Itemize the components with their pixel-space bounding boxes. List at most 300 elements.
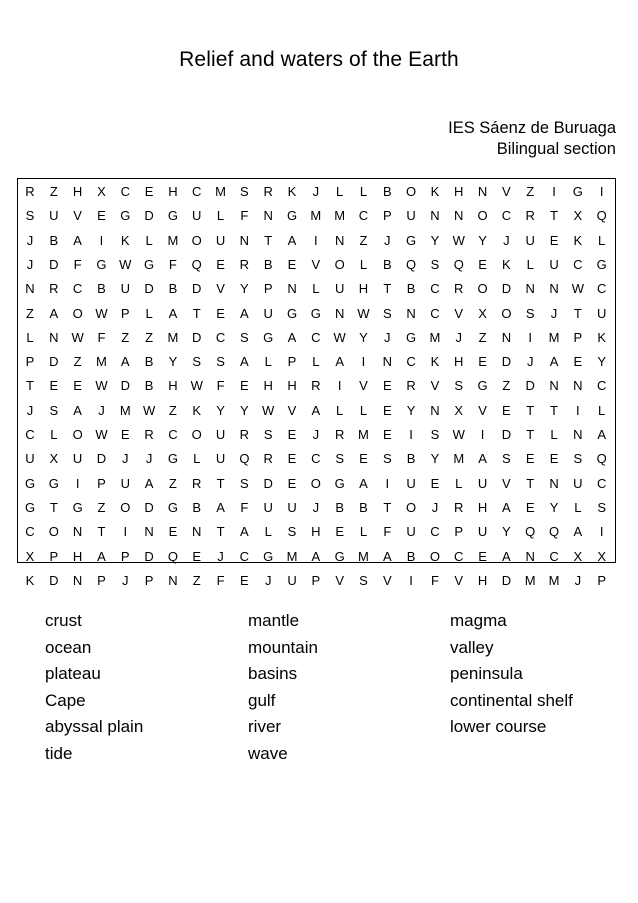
grid-letter: F [430, 572, 439, 588]
grid-letter: N [549, 475, 559, 491]
grid-letter: R [311, 378, 321, 394]
grid-letter: W [142, 402, 156, 418]
grid-letter: H [168, 378, 178, 394]
grid-letter: J [312, 184, 320, 199]
grid-letter: E [73, 378, 82, 394]
grid-letter: E [335, 524, 344, 540]
grid-letter: X [49, 451, 59, 467]
word-item: mountain [248, 637, 318, 657]
grid-letter: V [287, 402, 297, 418]
grid-letter: U [120, 281, 130, 297]
grid-letter: D [49, 256, 59, 272]
grid-letter: E [382, 402, 392, 418]
word-item: continental shelf [450, 690, 573, 710]
grid-letter: K [192, 402, 202, 418]
grid-letter: J [312, 427, 320, 442]
grid-letter: X [478, 305, 487, 321]
grid-letter: P [311, 572, 321, 588]
grid-letter: L [598, 402, 606, 418]
grid-letter: X [97, 184, 106, 199]
grid-letter: B [97, 281, 106, 297]
grid-letter: L [359, 402, 368, 418]
grid-letter: R [406, 378, 416, 394]
grid-letter: L [598, 232, 606, 248]
grid-letter: J [122, 451, 129, 467]
grid-letter: N [334, 232, 345, 248]
grid-letter: E [97, 208, 106, 224]
grid-row [18, 277, 615, 301]
grid-letter: W [190, 378, 203, 394]
grid-letter: Q [525, 524, 536, 540]
grid-letter: B [144, 378, 154, 394]
grid-letter: L [574, 499, 582, 515]
grid-letter: G [72, 499, 83, 515]
grid-letter: A [73, 402, 82, 418]
grid-letter: C [454, 548, 464, 564]
grid-letter: H [287, 378, 297, 394]
grid-letter: I [75, 475, 80, 491]
grid-letter: E [525, 499, 535, 515]
grid-letter: O [48, 524, 59, 540]
grid-letter: N [525, 548, 535, 564]
grid-letter: G [96, 256, 107, 272]
grid-letter: Q [548, 524, 560, 540]
grid-letter: M [119, 402, 131, 418]
word-search-grid [17, 178, 616, 588]
grid-letter: K [287, 184, 297, 199]
grid-letter: W [95, 378, 108, 394]
grid-letter: C [430, 305, 440, 321]
grid-letter: B [168, 281, 178, 297]
grid-letter: S [597, 499, 606, 515]
grid-letter: K [502, 256, 511, 272]
grid-letter: U [406, 524, 416, 540]
grid-letter: E [216, 256, 225, 272]
grid-letter: Y [216, 402, 225, 418]
grid-letter: K [25, 572, 35, 588]
grid-letter: H [477, 572, 488, 588]
grid-letter: U [263, 305, 273, 321]
grid-letter: R [239, 427, 250, 442]
grid-letter: E [287, 256, 297, 272]
grid-row [18, 569, 615, 593]
grid-letter: B [406, 451, 416, 467]
grid-letter: Q [406, 256, 417, 272]
grid-letter: P [25, 354, 35, 370]
grid-letter: Y [549, 499, 559, 515]
grid-letter: J [574, 572, 582, 588]
grid-letter: J [384, 232, 391, 248]
grid-letter: Z [145, 329, 154, 345]
grid-letter: V [216, 281, 225, 297]
grid-letter: O [477, 281, 488, 297]
grid-letter: U [596, 305, 607, 321]
grid-letter: P [120, 305, 130, 321]
grid-letter: E [192, 548, 202, 564]
grid-letter: S [525, 305, 535, 321]
grid-letter: D [144, 208, 154, 224]
grid-letter: K [430, 184, 440, 199]
grid-letter: Q [596, 451, 607, 467]
grid-letter: W [452, 427, 465, 442]
grid-row [18, 520, 615, 544]
grid-letter: C [406, 354, 416, 370]
grid-letter: C [358, 208, 369, 224]
grid-letter: X [25, 548, 35, 564]
grid-letter: J [26, 256, 34, 272]
grid-row [18, 204, 615, 228]
grid-letter: S [359, 572, 368, 588]
grid-letter: O [120, 499, 131, 515]
grid-letter: E [525, 451, 535, 467]
grid-letter: N [144, 524, 154, 540]
grid-letter: W [452, 232, 465, 248]
grid-letter: P [597, 572, 606, 588]
grid-letter: L [336, 184, 344, 199]
grid-letter: N [263, 208, 273, 224]
grid-letter: I [385, 475, 390, 491]
grid-letter: I [480, 427, 485, 442]
grid-letter: P [144, 572, 154, 588]
grid-letter: F [240, 499, 249, 515]
grid-letter: I [599, 524, 604, 540]
grid-letter: E [216, 305, 225, 321]
grid-letter: C [120, 184, 130, 199]
word-item: peninsula [450, 664, 523, 683]
grid-letter: F [97, 329, 106, 345]
grid-letter: G [263, 548, 274, 564]
grid-letter: J [122, 572, 129, 588]
grid-letter: A [287, 329, 297, 345]
grid-letter: E [240, 572, 249, 588]
grid-letter: Q [596, 208, 607, 224]
grid-letter: R [334, 427, 345, 442]
grid-letter: N [477, 184, 488, 199]
grid-letter: P [263, 281, 273, 297]
grid-letter: D [525, 378, 535, 394]
word-item: plateau [45, 664, 101, 683]
word-item: tide [45, 743, 73, 763]
grid-letter: T [192, 305, 201, 321]
grid-letter: R [454, 499, 464, 515]
grid-letter: N [25, 281, 35, 297]
grid-letter: J [384, 329, 391, 345]
grid-letter: O [191, 427, 202, 442]
grid-letter: Y [478, 232, 487, 248]
grid-letter: W [95, 427, 108, 442]
word-item: ocean [45, 637, 92, 657]
grid-letter: Z [192, 572, 201, 588]
grid-letter: C [430, 524, 440, 540]
grid-letter: V [454, 572, 464, 588]
grid-letter: X [454, 402, 464, 418]
grid-letter: T [383, 499, 392, 515]
grid-letter: N [573, 378, 583, 394]
grid-letter: T [216, 524, 225, 540]
grid-letter: S [502, 451, 511, 467]
grid-letter: G [48, 475, 59, 491]
grid-letter: C [549, 548, 559, 564]
grid-letter: E [240, 378, 249, 394]
grid-letter: B [406, 548, 416, 564]
grid-letter: E [549, 232, 559, 248]
grid-letter: I [314, 232, 318, 248]
grid-letter: S [335, 451, 344, 467]
grid-letter: L [264, 524, 272, 540]
grid-row [18, 229, 615, 253]
grid-letter: I [576, 402, 580, 418]
grid-letter: R [525, 208, 535, 224]
grid-letter: C [596, 281, 607, 297]
grid-letter: C [430, 281, 440, 297]
grid-letter: U [549, 256, 559, 272]
grid-letter: B [144, 354, 154, 370]
grid-letter: E [382, 378, 392, 394]
grid-letter: A [240, 354, 249, 370]
grid-letter: T [573, 305, 582, 321]
word-item: Cape [45, 690, 86, 710]
grid-row [18, 472, 615, 496]
grid-letter: Q [167, 548, 178, 564]
grid-letter: F [383, 524, 392, 540]
grid-letter: T [526, 475, 535, 491]
grid-letter: N [573, 427, 583, 442]
grid-letter: A [120, 354, 130, 370]
grid-letter: A [573, 524, 583, 540]
grid-letter: G [406, 232, 417, 248]
grid-letter: S [454, 378, 464, 394]
grid-letter: Z [121, 329, 130, 345]
grid-row [18, 302, 615, 326]
grid-letter: H [263, 378, 273, 394]
grid-letter: P [97, 572, 106, 588]
grid-letter: M [310, 208, 322, 224]
grid-letter: V [478, 402, 487, 418]
grid-letter: E [120, 427, 130, 442]
grid-letter: G [144, 256, 155, 272]
grid-letter: U [263, 499, 273, 515]
grid-letter: F [216, 572, 225, 588]
grid-row [18, 496, 615, 520]
grid-letter: A [97, 548, 106, 564]
grid-letter: G [406, 329, 417, 345]
grid-letter: B [192, 499, 202, 515]
word-item: lower course [450, 717, 547, 736]
grid-letter: W [262, 402, 275, 418]
grid-letter: J [431, 499, 439, 515]
grid-letter: M [286, 548, 298, 564]
grid-letter: W [333, 329, 346, 345]
grid-letter: U [525, 232, 535, 248]
grid-letter: L [526, 256, 534, 272]
grid-letter: U [287, 499, 297, 515]
grid-letter: I [409, 427, 413, 442]
grid-letter: D [144, 281, 154, 297]
grid-row [18, 253, 615, 277]
grid-letter: G [24, 499, 36, 515]
word-item: wave [248, 743, 288, 763]
grid-letter: E [359, 451, 368, 467]
grid-letter: T [26, 378, 34, 394]
grid-letter: D [144, 499, 154, 515]
grid-letter: G [120, 208, 131, 224]
grid-letter: H [72, 184, 83, 199]
grid-letter: Z [359, 232, 368, 248]
grid-letter: D [144, 548, 154, 564]
grid-letter: O [477, 208, 488, 224]
grid-letter: L [145, 305, 153, 321]
grid-letter: M [358, 548, 369, 564]
grid-row [18, 399, 615, 423]
grid-letter: O [501, 305, 512, 321]
grid-letter: N [430, 402, 440, 418]
grid-letter: N [549, 378, 559, 394]
grid-letter: R [25, 184, 35, 199]
grid-letter: C [596, 475, 607, 491]
grid-letter: Q [453, 256, 464, 272]
grid-letter: N [168, 572, 178, 588]
grid-letter: E [478, 354, 487, 370]
grid-letter: R [192, 475, 202, 491]
grid-letter: Z [73, 354, 82, 370]
school-name: IES Sáenz de Buruaga [448, 119, 616, 137]
grid-letter: E [573, 354, 583, 370]
word-item: gulf [248, 690, 276, 710]
grid-letter: G [167, 451, 178, 467]
grid-letter: O [191, 232, 202, 248]
grid-letter: L [359, 524, 368, 540]
grid-letter: S [216, 354, 225, 370]
grid-letter: G [596, 256, 607, 272]
grid-letter: C [311, 329, 321, 345]
grid-letter: W [71, 329, 84, 345]
grid-letter: Y [430, 232, 440, 248]
grid-letter: B [263, 256, 273, 272]
grid-letter: N [72, 572, 83, 588]
grid-letter: J [526, 354, 534, 370]
grid-letter: N [406, 305, 416, 321]
grid-letter: E [382, 427, 392, 442]
grid-letter: U [49, 208, 59, 224]
grid-letter: R [263, 451, 273, 467]
grid-letter: J [550, 305, 558, 321]
grid-letter: L [550, 427, 558, 442]
grid-letter: K [120, 232, 130, 248]
grid-letter: I [552, 184, 556, 199]
grid-letter: T [49, 499, 58, 515]
grid-letter: U [406, 208, 416, 224]
grid-letter: B [382, 256, 392, 272]
grid-letter: A [478, 451, 487, 467]
grid-letter: T [216, 475, 225, 491]
school-header [448, 118, 616, 160]
word-item: mantle [248, 611, 300, 630]
grid-letter: Z [168, 402, 177, 418]
grid-letter: D [49, 354, 59, 370]
grid-letter: L [455, 475, 463, 491]
grid-letter: X [597, 548, 606, 564]
grid-letter: B [335, 499, 344, 515]
grid-letter: C [596, 378, 607, 394]
grid-letter: X [573, 208, 583, 224]
grid-letter: M [96, 354, 107, 370]
grid-letter: O [406, 499, 417, 515]
grid-letter: M [334, 208, 346, 224]
grid-letter: B [382, 184, 392, 199]
grid-letter: M [358, 427, 369, 442]
grid-letter: L [336, 402, 344, 418]
grid-letter: A [240, 524, 249, 540]
grid-letter: T [383, 281, 392, 297]
word-item: basins [248, 664, 298, 683]
grid-letter: Y [430, 451, 440, 467]
grid-letter: V [502, 184, 511, 199]
word-list-column-1 [45, 608, 143, 767]
section-name: Bilingual section [496, 140, 616, 158]
grid-letter: C [192, 184, 202, 199]
grid-letter: A [382, 548, 392, 564]
grid-letter: S [382, 451, 392, 467]
grid-letter: H [454, 184, 464, 199]
grid-letter: R [144, 427, 154, 442]
grid-letter: H [477, 499, 488, 515]
grid-letter: I [337, 378, 342, 394]
grid-letter: M [548, 572, 560, 588]
grid-letter: I [99, 232, 104, 248]
grid-letter: S [573, 451, 583, 467]
grid-letter: V [311, 256, 321, 272]
grid-letter: S [382, 305, 392, 321]
grid-letter: Z [49, 184, 58, 199]
grid-letter: P [454, 524, 464, 540]
grid-letter: F [240, 208, 249, 224]
word-list-column-2 [248, 608, 318, 767]
grid-letter: Y [502, 524, 511, 540]
grid-letter: P [120, 548, 130, 564]
grid-letter: P [382, 208, 392, 224]
grid-letter: A [549, 354, 559, 370]
grid-letter: G [167, 208, 178, 224]
word-item: river [248, 717, 282, 736]
grid-letter: V [502, 475, 511, 491]
grid-letter: J [312, 499, 320, 515]
grid-letter: N [454, 208, 464, 224]
grid-letter: R [263, 184, 273, 199]
grid-letter: L [145, 232, 153, 248]
grid-letter: N [49, 329, 59, 345]
grid-letter: H [358, 281, 369, 297]
word-item: magma [450, 611, 507, 630]
grid-letter: A [502, 499, 511, 515]
grid-letter: Y [240, 281, 249, 297]
grid-letter: V [335, 572, 344, 588]
grid-letter: M [548, 329, 560, 345]
grid-letter: O [429, 548, 440, 564]
grid-letter: Z [168, 475, 177, 491]
grid-letter: U [406, 475, 416, 491]
grid-letter: D [192, 329, 202, 345]
grid-letter: J [26, 232, 34, 248]
grid-letter: N [239, 232, 250, 248]
grid-letter: E [287, 427, 297, 442]
grid-letter: Y [597, 354, 606, 370]
grid-letter: V [382, 572, 392, 588]
grid-letter: U [477, 475, 488, 491]
grid-letter: C [311, 451, 321, 467]
grid-row [18, 545, 615, 569]
grid-letter: D [192, 281, 202, 297]
grid-letter: I [361, 354, 366, 370]
